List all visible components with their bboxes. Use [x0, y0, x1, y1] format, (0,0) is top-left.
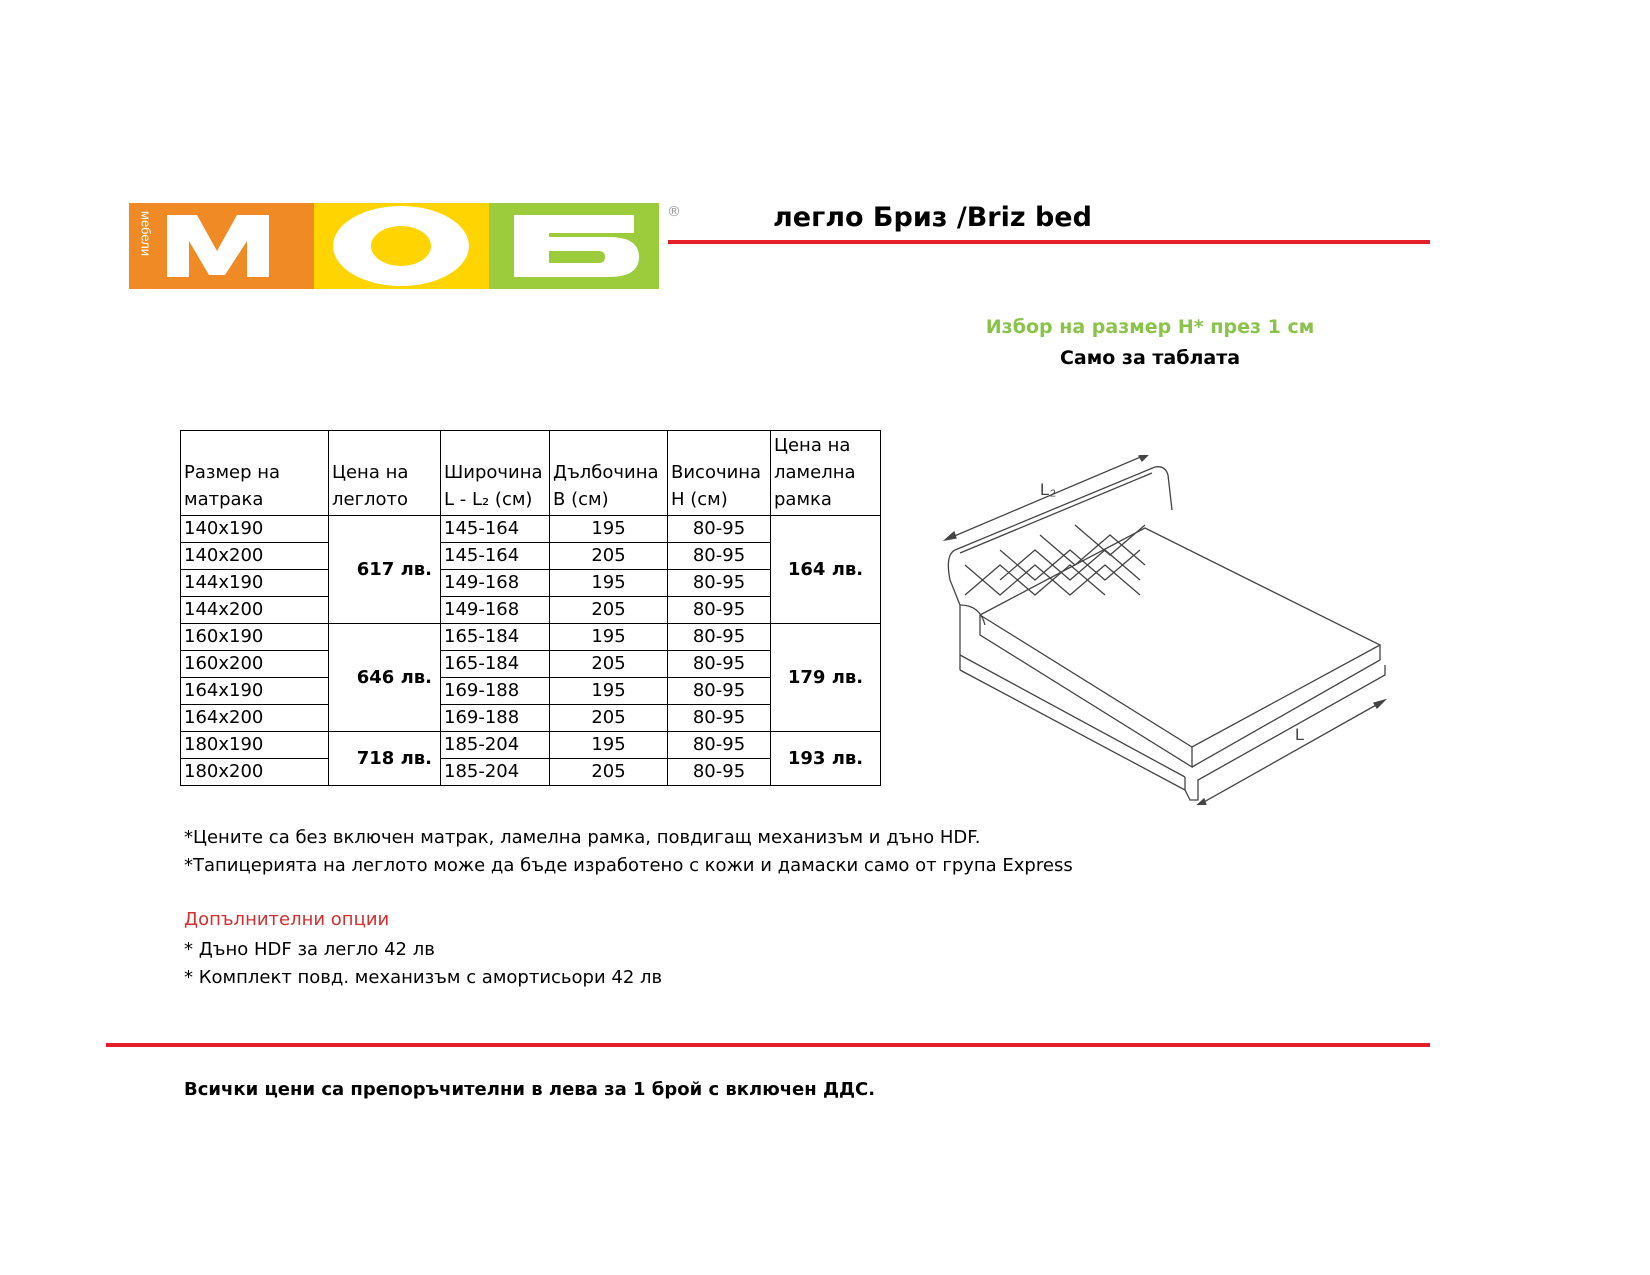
depth-cell: 195: [550, 678, 668, 705]
depth-cell: 195: [550, 570, 668, 597]
column-header-line: рамка: [774, 489, 832, 510]
options-list: [184, 936, 662, 992]
table-header-row: [181, 431, 881, 516]
width-cell: 165-184: [441, 624, 550, 651]
dimension-l-label: L: [1295, 725, 1305, 744]
price-notes: [184, 824, 1073, 880]
depth-cell: 205: [550, 651, 668, 678]
registered-mark: ®: [667, 204, 681, 220]
width-cell: 149-168: [441, 597, 550, 624]
table-row: [181, 516, 881, 543]
bed-price-cell: 718 лв.: [329, 732, 441, 786]
column-header: [329, 431, 441, 516]
column-header-line: B (см): [553, 489, 609, 510]
column-header-line: Цена на: [774, 435, 851, 456]
width-cell: 145-164: [441, 543, 550, 570]
depth-cell: 205: [550, 597, 668, 624]
mattress-size-cell: 144x190: [181, 570, 329, 597]
height-cell: 80-95: [668, 597, 771, 624]
headboard-only-note: Само за таблата: [1059, 347, 1241, 369]
column-header-line: H (см): [671, 489, 728, 510]
depth-cell: 205: [550, 759, 668, 786]
options-title: Допълнителни опции: [184, 909, 390, 930]
column-header-line: Цена на: [332, 462, 409, 483]
dimension-l2-label: L₂: [1040, 480, 1057, 499]
height-cell: 80-95: [668, 570, 771, 597]
width-cell: 145-164: [441, 516, 550, 543]
column-header-line: матрака: [184, 489, 264, 510]
page-title: легло Бриз /Briz bed: [773, 202, 1092, 233]
width-cell: 185-204: [441, 759, 550, 786]
frame-price-cell: 179 лв.: [771, 624, 881, 732]
column-header-line: леглото: [332, 489, 409, 510]
logo-side-text: мебели: [138, 211, 154, 256]
option-item: * Комплект повд. механизъм с амортисьори 42 лв: [184, 967, 663, 988]
mattress-size-cell: 140x190: [181, 516, 329, 543]
mattress-size-cell: 180x200: [181, 759, 329, 786]
title-underline: [668, 240, 1430, 244]
bed-price-cell: 617 лв.: [329, 516, 441, 624]
mattress-size-cell: 160x190: [181, 624, 329, 651]
mattress-size-cell: 160x200: [181, 651, 329, 678]
table-row: [181, 624, 881, 651]
column-header: [550, 431, 668, 516]
depth-cell: 205: [550, 705, 668, 732]
width-cell: 169-188: [441, 705, 550, 732]
column-header-line: Дълбочина: [553, 462, 659, 483]
brand-logo: [129, 203, 659, 289]
option-item: * Дъно HDF за легло 42 лв: [184, 939, 435, 960]
height-cell: 80-95: [668, 516, 771, 543]
mattress-size-cell: 180x190: [181, 732, 329, 759]
mattress-size-cell: 164x200: [181, 705, 329, 732]
column-header: [668, 431, 771, 516]
height-cell: 80-95: [668, 732, 771, 759]
bed-diagram: [940, 455, 1390, 805]
column-header: [181, 431, 329, 516]
mattress-size-cell: 144x200: [181, 597, 329, 624]
price-table: [180, 430, 881, 786]
depth-cell: 195: [550, 516, 668, 543]
width-cell: 149-168: [441, 570, 550, 597]
column-header-line: ламелна: [774, 462, 856, 483]
column-header: [441, 431, 550, 516]
width-cell: 165-184: [441, 651, 550, 678]
column-header-line: Височина: [671, 462, 762, 483]
height-cell: 80-95: [668, 651, 771, 678]
mob-logo-graphic: [129, 203, 659, 289]
height-cell: 80-95: [668, 705, 771, 732]
depth-cell: 195: [550, 624, 668, 651]
width-cell: 169-188: [441, 678, 550, 705]
depth-cell: 195: [550, 732, 668, 759]
height-cell: 80-95: [668, 678, 771, 705]
table-row: [181, 732, 881, 759]
frame-price-cell: 193 лв.: [771, 732, 881, 786]
bed-price-cell: 646 лв.: [329, 624, 441, 732]
mattress-size-cell: 164x190: [181, 678, 329, 705]
height-cell: 80-95: [668, 759, 771, 786]
note-line: *Цените са без включен матрак, ламелна рамка, повдигащ механизъм и дъно HDF.: [184, 827, 981, 848]
note-line: *Тапицерията на леглото може да бъде изработено с кожи и дамаски само от група Express: [184, 855, 1073, 876]
footer-divider: [106, 1043, 1430, 1047]
depth-cell: 205: [550, 543, 668, 570]
width-cell: 185-204: [441, 732, 550, 759]
column-header-line: Широчина: [444, 462, 543, 483]
height-cell: 80-95: [668, 543, 771, 570]
size-choice-note: Избор на размер H* през 1 см: [985, 316, 1315, 338]
mattress-size-cell: 140x200: [181, 543, 329, 570]
column-header-line: Размер на: [184, 462, 281, 483]
height-cell: 80-95: [668, 624, 771, 651]
vat-disclaimer: Всички цени са препоръчителни в лева за 1 брой с включен ДДС.: [184, 1079, 876, 1100]
column-header-line: L - L₂ (см): [444, 489, 533, 510]
column-header: [771, 431, 881, 516]
frame-price-cell: 164 лв.: [771, 516, 881, 624]
